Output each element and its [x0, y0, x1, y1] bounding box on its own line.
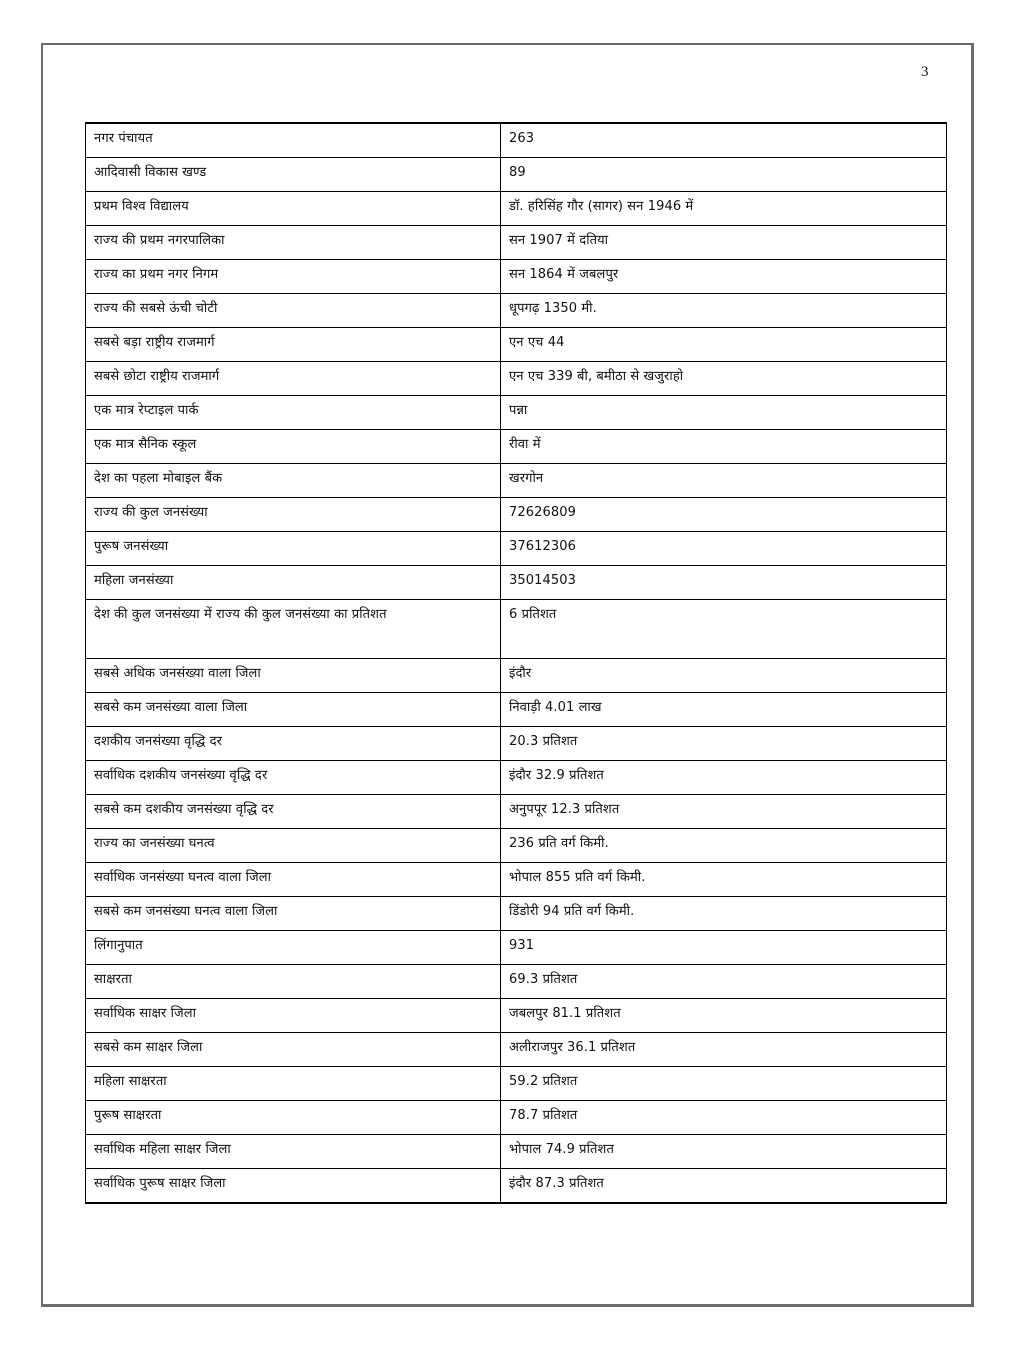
- row-label: सबसे कम साक्षर जिला: [86, 1033, 501, 1067]
- row-value: 263: [501, 123, 947, 158]
- table-row: [86, 123, 947, 158]
- table-row: [86, 260, 947, 294]
- row-value: 6 प्रतिशत: [501, 600, 947, 659]
- table-row: [86, 965, 947, 999]
- row-value: 931: [501, 931, 947, 965]
- row-value: 72626809: [501, 498, 947, 532]
- row-value: डिंडोरी 94 प्रति वर्ग किमी.: [501, 897, 947, 931]
- row-label: नगर पंचायत: [86, 123, 501, 158]
- facts-table: [85, 122, 947, 1204]
- row-label: सर्वाधिक दशकीय जनसंख्या वृद्धि दर: [86, 761, 501, 795]
- row-value: 78.7 प्रतिशत: [501, 1101, 947, 1135]
- row-value: सन 1864 में जबलपुर: [501, 260, 947, 294]
- table-row: [86, 1135, 947, 1169]
- row-label: सबसे कम जनसंख्या घनत्व वाला जिला: [86, 897, 501, 931]
- row-label: सबसे बड़ा राष्ट्रीय राजमार्ग: [86, 328, 501, 362]
- table-row: [86, 566, 947, 600]
- row-label: महिला जनसंख्या: [86, 566, 501, 600]
- row-label: साक्षरता: [86, 965, 501, 999]
- row-label: सर्वाधिक साक्षर जिला: [86, 999, 501, 1033]
- table-row: [86, 294, 947, 328]
- table-row: [86, 226, 947, 260]
- row-value: इंदौर 87.3 प्रतिशत: [501, 1169, 947, 1204]
- table-row: [86, 693, 947, 727]
- facts-table-body: [86, 123, 947, 1203]
- row-value: निवाड़ी 4.01 लाख: [501, 693, 947, 727]
- table-row: [86, 1033, 947, 1067]
- table-row: [86, 464, 947, 498]
- row-label: राज्य का जनसंख्या घनत्व: [86, 829, 501, 863]
- table-row: [86, 829, 947, 863]
- row-value: अनुपपूर 12.3 प्रतिशत: [501, 795, 947, 829]
- table-row: [86, 158, 947, 192]
- row-value: खरगोन: [501, 464, 947, 498]
- row-label: सर्वाधिक महिला साक्षर जिला: [86, 1135, 501, 1169]
- row-value: धूपगढ़ 1350 मी.: [501, 294, 947, 328]
- row-label: सबसे अधिक जनसंख्या वाला जिला: [86, 659, 501, 693]
- table-row: [86, 999, 947, 1033]
- row-label: सबसे छोटा राष्ट्रीय राजमार्ग: [86, 362, 501, 396]
- table-row: [86, 931, 947, 965]
- table-row: [86, 897, 947, 931]
- row-value: एन एच 44: [501, 328, 947, 362]
- row-value: जबलपुर 81.1 प्रतिशत: [501, 999, 947, 1033]
- row-label: एक मात्र रेप्टाइल पार्क: [86, 396, 501, 430]
- table-row: [86, 795, 947, 829]
- row-label: राज्य की प्रथम नगरपालिका: [86, 226, 501, 260]
- row-value: भोपाल 855 प्रति वर्ग किमी.: [501, 863, 947, 897]
- row-value: सन 1907 में दतिया: [501, 226, 947, 260]
- row-value: भोपाल 74.9 प्रतिशत: [501, 1135, 947, 1169]
- row-value: रीवा में: [501, 430, 947, 464]
- row-value: 20.3 प्रतिशत: [501, 727, 947, 761]
- row-value: पन्ना: [501, 396, 947, 430]
- row-label: सबसे कम दशकीय जनसंख्या वृद्धि दर: [86, 795, 501, 829]
- table-row: [86, 396, 947, 430]
- row-label: महिला साक्षरता: [86, 1067, 501, 1101]
- row-value: 59.2 प्रतिशत: [501, 1067, 947, 1101]
- row-value: अलीराजपुर 36.1 प्रतिशत: [501, 1033, 947, 1067]
- table-row: [86, 498, 947, 532]
- row-label: राज्य की कुल जनसंख्या: [86, 498, 501, 532]
- row-label: एक मात्र सैनिक स्कूल: [86, 430, 501, 464]
- row-label: पुरूष साक्षरता: [86, 1101, 501, 1135]
- page-number: 3: [921, 64, 929, 80]
- row-label: सर्वाधिक पुरूष साक्षर जिला: [86, 1169, 501, 1204]
- table-row: [86, 761, 947, 795]
- row-label: दशकीय जनसंख्या वृद्धि दर: [86, 727, 501, 761]
- row-label: राज्य की सबसे ऊंची चोटी: [86, 294, 501, 328]
- row-value: इंदौर 32.9 प्रतिशत: [501, 761, 947, 795]
- row-value: 69.3 प्रतिशत: [501, 965, 947, 999]
- table-row: [86, 863, 947, 897]
- row-value: 89: [501, 158, 947, 192]
- row-label: लिंगानुपात: [86, 931, 501, 965]
- table-row: [86, 1067, 947, 1101]
- table-row: [86, 328, 947, 362]
- row-value: 35014503: [501, 566, 947, 600]
- row-value: एन एच 339 बी, बमीठा से खजुराहो: [501, 362, 947, 396]
- row-value: 236 प्रति वर्ग किमी.: [501, 829, 947, 863]
- row-label: सर्वाधिक जनसंख्या घनत्व वाला जिला: [86, 863, 501, 897]
- table-row: [86, 727, 947, 761]
- table-row: [86, 532, 947, 566]
- table-row: [86, 362, 947, 396]
- table-row: [86, 1169, 947, 1204]
- table-row: [86, 1101, 947, 1135]
- row-label: देश का पहला मोबाइल बैंक: [86, 464, 501, 498]
- row-label: सबसे कम जनसंख्या वाला जिला: [86, 693, 501, 727]
- row-label: प्रथम विश्व विद्यालय: [86, 192, 501, 226]
- row-value: डॉ. हरिसिंह गौर (सागर) सन 1946 में: [501, 192, 947, 226]
- row-label: देश की कुल जनसंख्या में राज्य की कुल जनसंख्या का प्रतिशत: [86, 600, 501, 659]
- row-label: पुरूष जनसंख्या: [86, 532, 501, 566]
- table-row: [86, 600, 947, 659]
- table-row: [86, 192, 947, 226]
- row-label: राज्य का प्रथम नगर निगम: [86, 260, 501, 294]
- row-label: आदिवासी विकास खण्ड: [86, 158, 501, 192]
- table-row: [86, 430, 947, 464]
- row-value: इंदौर: [501, 659, 947, 693]
- table-row: [86, 659, 947, 693]
- row-value: 37612306: [501, 532, 947, 566]
